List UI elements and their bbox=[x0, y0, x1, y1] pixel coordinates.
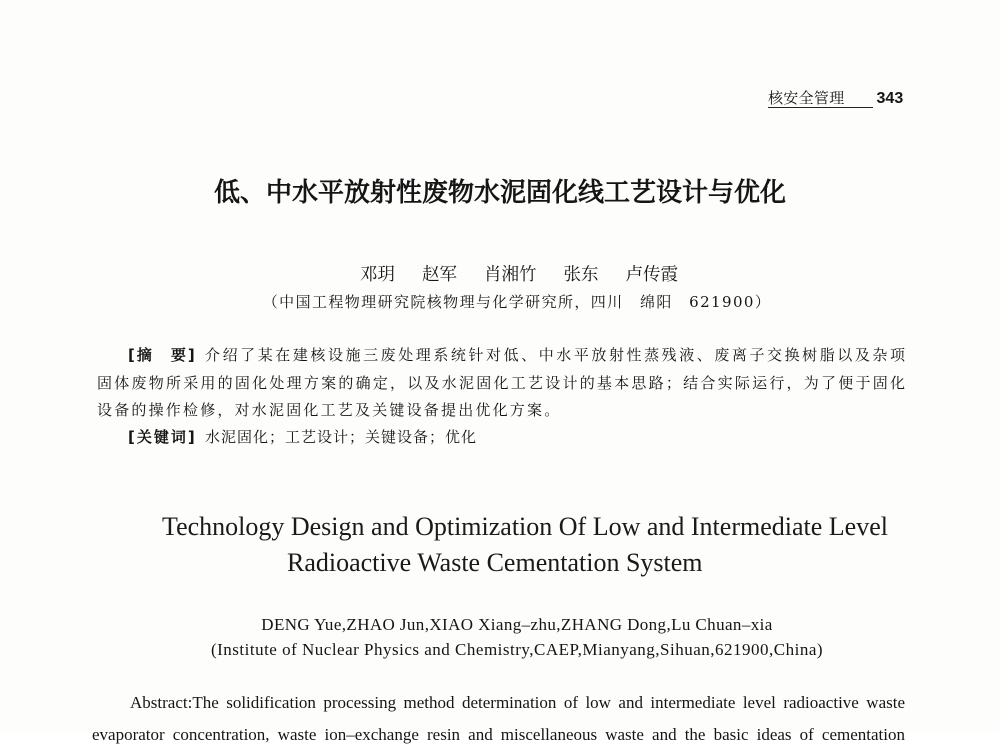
title-english-line-2: Radioactive Waste Cementation System bbox=[287, 548, 703, 577]
abstract-label-chinese: [摘 要] bbox=[128, 346, 197, 364]
abstract-chinese-line-2: 固体废物所采用的固化处理方案的确定，以及水泥固化工艺设计的基本思路；结合实际运行，为了便于固化 bbox=[97, 374, 905, 392]
authors-chinese bbox=[360, 264, 678, 286]
page-number: 343 bbox=[876, 90, 904, 107]
authors-english: DENG Yue,ZHAO Jun,XIAO Xiang–zhu,ZHANG Dong,Lu Chuan–xia bbox=[261, 615, 773, 634]
author-name: 肖湘竹 bbox=[484, 265, 537, 285]
author-name: 卢传霞 bbox=[625, 265, 678, 285]
affiliation-chinese: （中国工程物理研究院核物理与化学研究所，四川 绵阳 621900） bbox=[262, 293, 772, 311]
keywords-chinese bbox=[128, 427, 628, 447]
abstract-english-line-2: evaporator concentration, waste ion–exchange resin and miscellaneous waste and the basic ideas of cementation bbox=[92, 725, 905, 744]
title-english-line-1: Technology Design and Optimization Of Low and Intermediate Level bbox=[162, 512, 888, 541]
abstract-label-english: Abstract: bbox=[130, 693, 193, 712]
running-header bbox=[768, 86, 903, 108]
abstract-chinese-line-3: 设备的操作检修，对水泥固化工艺及关键设备提出优化方案。 bbox=[97, 401, 562, 419]
abstract-english-text: The solidification processing method determination of low and intermediate level radioactive waste bbox=[192, 693, 905, 712]
journal-section-name: 核安全管理 bbox=[768, 89, 873, 108]
abstract-english-line-2-clip bbox=[92, 719, 905, 744]
keywords-chinese-text: 水泥固化；工艺设计；关键设备；优化 bbox=[205, 428, 478, 446]
keywords-label-chinese: [关键词] bbox=[128, 428, 197, 446]
abstract-chinese-line-1 bbox=[128, 345, 905, 365]
affiliation-english: (Institute of Nuclear Physics and Chemistry,CAEP,Mianyang,Sihuan,621900,China) bbox=[210, 640, 824, 659]
author-name: 赵军 bbox=[422, 265, 457, 285]
author-name: 邓玥 bbox=[360, 265, 395, 285]
abstract-chinese-text: 介绍了某在建核设施三废处理系统针对低、中水平放射性蒸残液、废离子交换树脂以及杂项 bbox=[205, 346, 905, 364]
title-chinese: 低、中水平放射性废物水泥固化线工艺设计与优化 bbox=[213, 178, 786, 208]
abstract-english-line-1 bbox=[130, 692, 905, 714]
author-name: 张东 bbox=[563, 265, 599, 285]
